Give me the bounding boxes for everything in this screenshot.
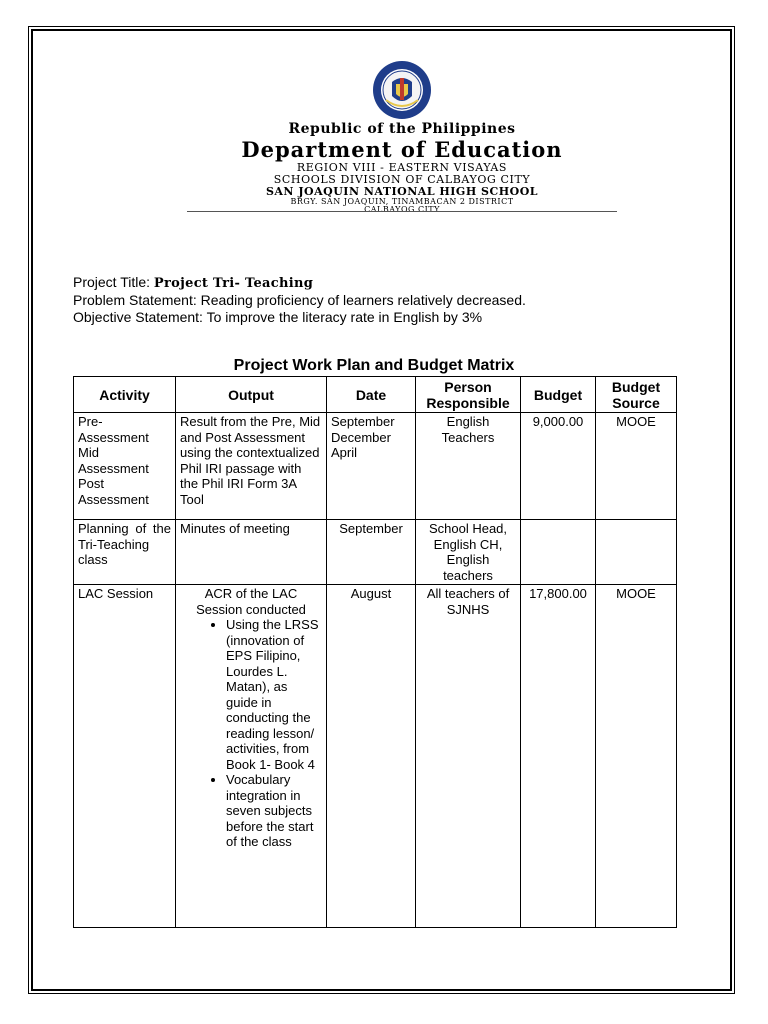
letterhead-school: SAN JOAQUIN NATIONAL HIGH SCHOOL: [265, 185, 539, 198]
cell-date: September December April: [327, 413, 416, 520]
letterhead: [187, 120, 617, 214]
letterhead-region: REGION VIII - EASTERN VISAYAS: [296, 161, 508, 174]
project-info: [73, 274, 693, 326]
cell-output-text: ACR of the LAC Session conducted: [196, 586, 306, 617]
objective-statement: Objective Statement: To improve the literacy rate in English by 3%: [73, 309, 483, 325]
header-source: Budget Source: [596, 377, 677, 413]
cell-date: August: [327, 585, 416, 928]
deped-seal-logo: [372, 60, 432, 120]
cell-output: Minutes of meeting: [176, 520, 327, 585]
cell-budget: [521, 520, 596, 585]
cell-person: English Teachers: [416, 413, 521, 520]
table-row: [74, 413, 677, 520]
header-activity: Activity: [74, 377, 176, 413]
cell-activity: Pre- Assessment Mid Assessment Post Assessment: [74, 413, 176, 520]
project-title-line: [73, 274, 693, 292]
cell-activity: LAC Session: [74, 585, 176, 928]
cell-source: MOOE: [596, 585, 677, 928]
cell-person: School Head, English CH, English teachers: [416, 520, 521, 585]
cell-person: All teachers of SJNHS: [416, 585, 521, 928]
cell-budget: 9,000.00: [521, 413, 596, 520]
work-plan-table: [73, 376, 677, 928]
cell-budget: 17,800.00: [521, 585, 596, 928]
cell-activity: Planning of the Tri-Teaching class: [74, 520, 176, 585]
cell-output: Result from the Pre, Mid and Post Assessment using the contextualized Phil IRI passage with the Phil IRI Form 3A Tool: [176, 413, 327, 520]
cell-source: [596, 520, 677, 585]
table-row: [74, 520, 677, 585]
letterhead-department: Department of Education: [241, 137, 563, 162]
cell-date: September: [327, 520, 416, 585]
letterhead-republic: Republic of the Philippines: [288, 121, 516, 137]
list-item: • Using the LRSS (innovation of EPS Filipino, Lourdes L. Matan), as guide in conducting the reading lesson/ activities, from Book 1- Book 4: [226, 617, 322, 772]
matrix-title: Project Work Plan and Budget Matrix: [233, 357, 515, 374]
letterhead-division: SCHOOLS DIVISION OF CALBAYOG CITY: [273, 173, 531, 186]
letterhead-divider: [187, 211, 617, 212]
problem-statement: Problem Statement: Reading proficiency of learners relatively decreased.: [73, 292, 526, 308]
cell-source: MOOE: [596, 413, 677, 520]
letterhead-city: CALBAYOG CITY: [364, 205, 440, 214]
list-item: • Vocabulary integration in seven subjects before the start of the class: [226, 772, 322, 850]
header-output: Output: [176, 377, 327, 413]
header-budget: Budget: [521, 377, 596, 413]
letterhead-address: BRGY. SAN JOAQUIN, TINAMBACAN 2 DISTRICT: [290, 197, 514, 206]
header-person: Person Responsible: [416, 377, 521, 413]
project-title-value: Project Tri- Teaching: [153, 276, 314, 291]
cell-output: [176, 585, 327, 928]
table-header-row: [74, 377, 677, 413]
table-row: [74, 585, 677, 928]
output-bullet-list: [180, 617, 322, 850]
project-title-label: Project Title:: [73, 274, 151, 290]
header-date: Date: [327, 377, 416, 413]
